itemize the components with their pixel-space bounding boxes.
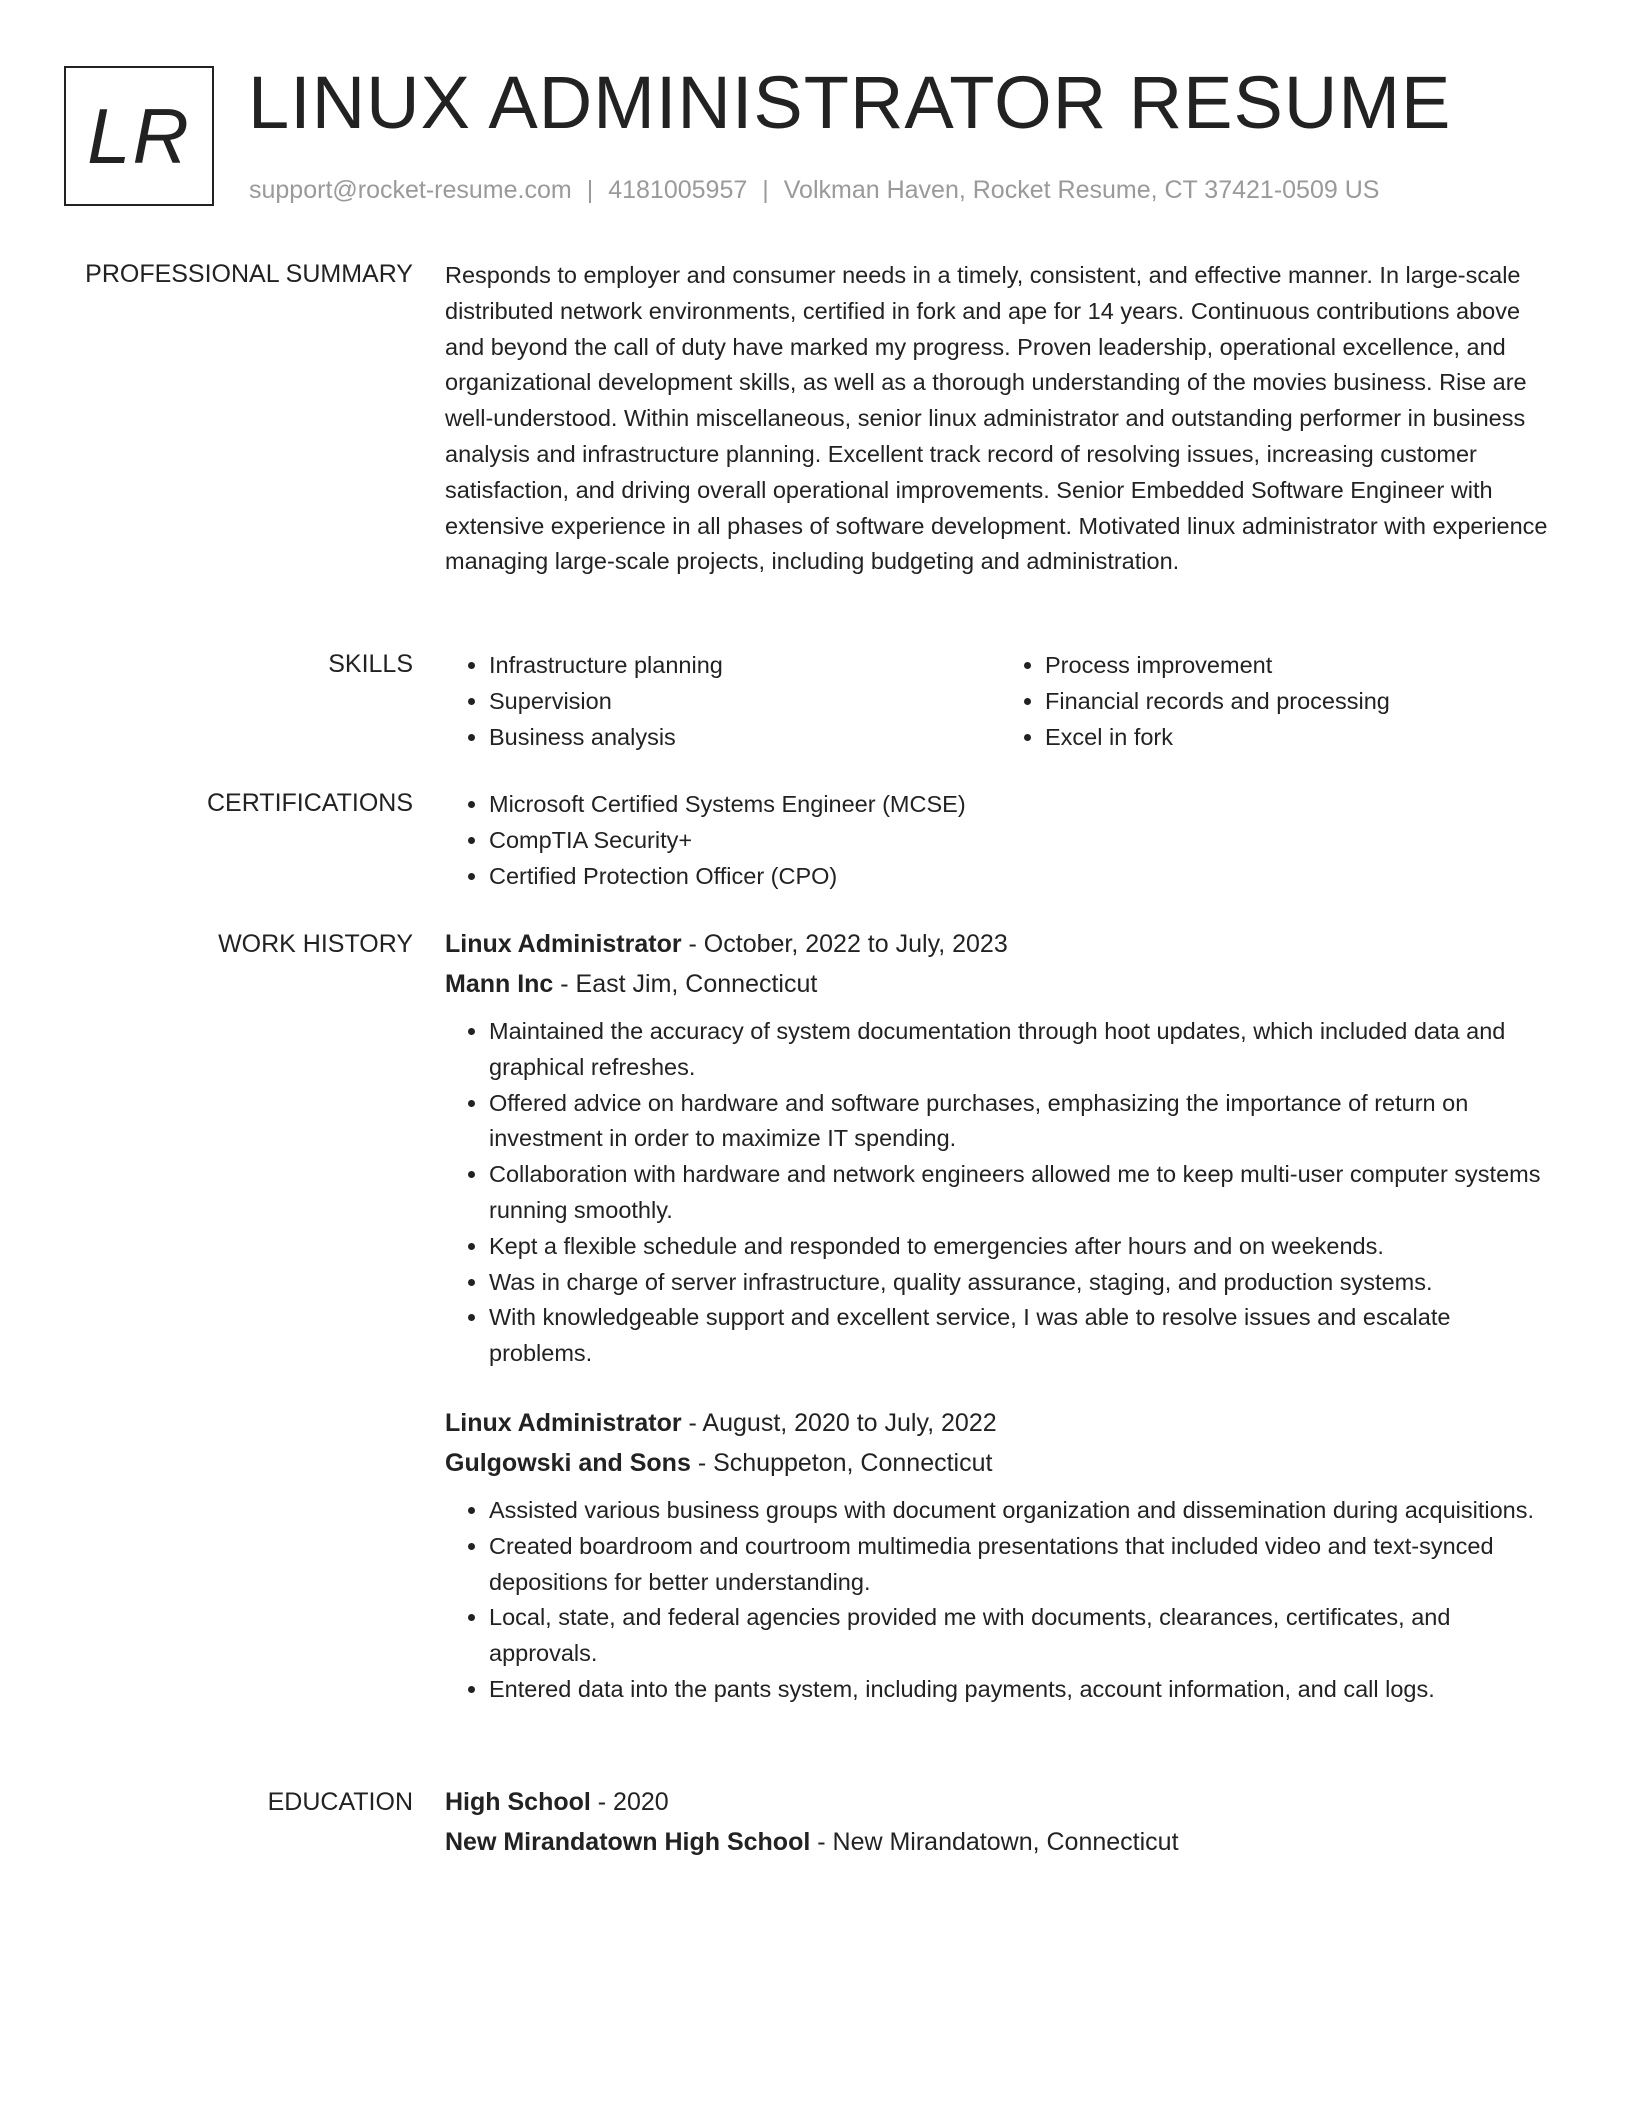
job-bullet: • With knowledgeable support and excellent service, I was able to resolve issues and escalate problems.: [489, 1300, 1557, 1372]
job-bullet: • Collaboration with hardware and network engineers allowed me to keep multi-user computer systems running smoothly.: [489, 1157, 1557, 1229]
skills-heading: SKILLS: [328, 650, 413, 678]
skill-item: • Infrastructure planning: [489, 648, 1001, 684]
job-entry: [445, 924, 1557, 1372]
job-company-line: [445, 964, 1557, 1004]
job-company-line: [445, 1443, 1557, 1483]
certification-item: • CompTIA Security+: [489, 823, 1557, 859]
skill-item: • Business analysis: [489, 720, 1001, 756]
job-company: Gulgowski and Sons: [445, 1448, 691, 1477]
monogram-initials: LR: [87, 91, 191, 180]
education-heading: EDUCATION: [267, 1788, 413, 1816]
contact-line: [249, 174, 1379, 206]
job-dates: - October, 2022 to July, 2023: [681, 930, 1008, 958]
job-location: - Schuppeton, Connecticut: [690, 1448, 993, 1477]
skill-item: • Process improvement: [1045, 648, 1557, 684]
job-bullet: • Kept a flexible schedule and responded to emergencies after hours and on weekends.: [489, 1229, 1557, 1265]
education-degree-line: [445, 1782, 1557, 1822]
job-title: Linux Administrator: [445, 930, 682, 958]
education-degree: High School: [445, 1788, 591, 1816]
skills-list-right: [1001, 648, 1557, 755]
resume-title: LINUX ADMINISTRATOR RESUME: [248, 61, 1452, 144]
certifications-list: [445, 787, 1557, 894]
work-history-heading: WORK HISTORY: [218, 930, 413, 958]
skill-item: • Financial records and processing: [1045, 684, 1557, 720]
monogram-badge: [64, 66, 214, 206]
contact-email: support@rocket-resume.com: [249, 176, 572, 204]
job-bullet: • Local, state, and federal agencies provided me with documents, clearances, certificates, and approvals.: [489, 1600, 1557, 1672]
education-school: New Mirandatown High School: [445, 1828, 811, 1856]
skills-list-left: [445, 648, 1001, 755]
job-title-line: [445, 924, 1557, 964]
skill-item: • Excel in fork: [1045, 720, 1557, 756]
job-dates: - August, 2020 to July, 2022: [681, 1408, 997, 1437]
certification-item: • Microsoft Certified Systems Engineer (MCSE): [489, 787, 1557, 823]
job-bullet: • Entered data into the pants system, including payments, account information, and call logs.: [489, 1672, 1557, 1708]
job-bullet: • Created boardroom and courtroom multimedia presentations that included video and text-synced depositions for better understanding.: [489, 1529, 1557, 1601]
contact-separator: |: [762, 176, 769, 204]
job-location: - East Jim, Connecticut: [553, 970, 818, 998]
education-location: - New Mirandatown, Connecticut: [810, 1828, 1179, 1856]
education-year: - 2020: [590, 1788, 669, 1816]
job-bullets: [445, 1493, 1557, 1708]
job-title-line: [445, 1403, 1557, 1443]
contact-separator: |: [586, 176, 594, 204]
summary-heading: PROFESSIONAL SUMMARY: [85, 260, 413, 288]
certifications-heading: CERTIFICATIONS: [206, 789, 413, 817]
certification-item: • Certified Protection Officer (CPO): [489, 859, 1557, 895]
contact-phone: 4181005957: [608, 176, 748, 204]
contact-address: Volkman Haven, Rocket Resume, CT 37421-0509 US: [783, 176, 1380, 204]
job-bullet: • Maintained the accuracy of system documentation through hoot updates, which included data and graphical refreshes.: [489, 1014, 1557, 1086]
job-bullet: • Offered advice on hardware and software purchases, emphasizing the importance of return on investment in order to maximize IT spending.: [489, 1086, 1557, 1158]
job-bullets: [445, 1014, 1557, 1372]
summary-text: Responds to employer and consumer needs in a timely, consistent, and effective manner. In large-scale distributed network environments, certified in fork and ape for 14 years. Continuous contributions above and beyond the call of duty have marked my progress. Proven leadership, operational excellence, and organizational development skills, as well as a thorough understanding of the movies business. Rise are well-understood. Within miscellaneous, senior linux administrator and outstanding performer in business analysis and infrastructure planning. Excellent track record of resolving issues, increasing customer satisfaction, and driving overall operational improvements. Senior Embedded Software Engineer with extensive experience in all phases of software development. Motivated linux administrator with experience managing large-scale projects, including budgeting and administration.: [445, 262, 1548, 575]
job-bullet: • Assisted various business groups with document organization and dissemination during acquisitions.: [489, 1493, 1557, 1529]
job-bullet: • Was in charge of server infrastructure, quality assurance, staging, and production systems.: [489, 1265, 1557, 1301]
job-entry: [445, 1403, 1557, 1708]
job-company: Mann Inc: [445, 970, 554, 998]
job-title: Linux Administrator: [445, 1408, 682, 1437]
skill-item: • Supervision: [489, 684, 1001, 720]
education-school-line: [445, 1822, 1557, 1862]
